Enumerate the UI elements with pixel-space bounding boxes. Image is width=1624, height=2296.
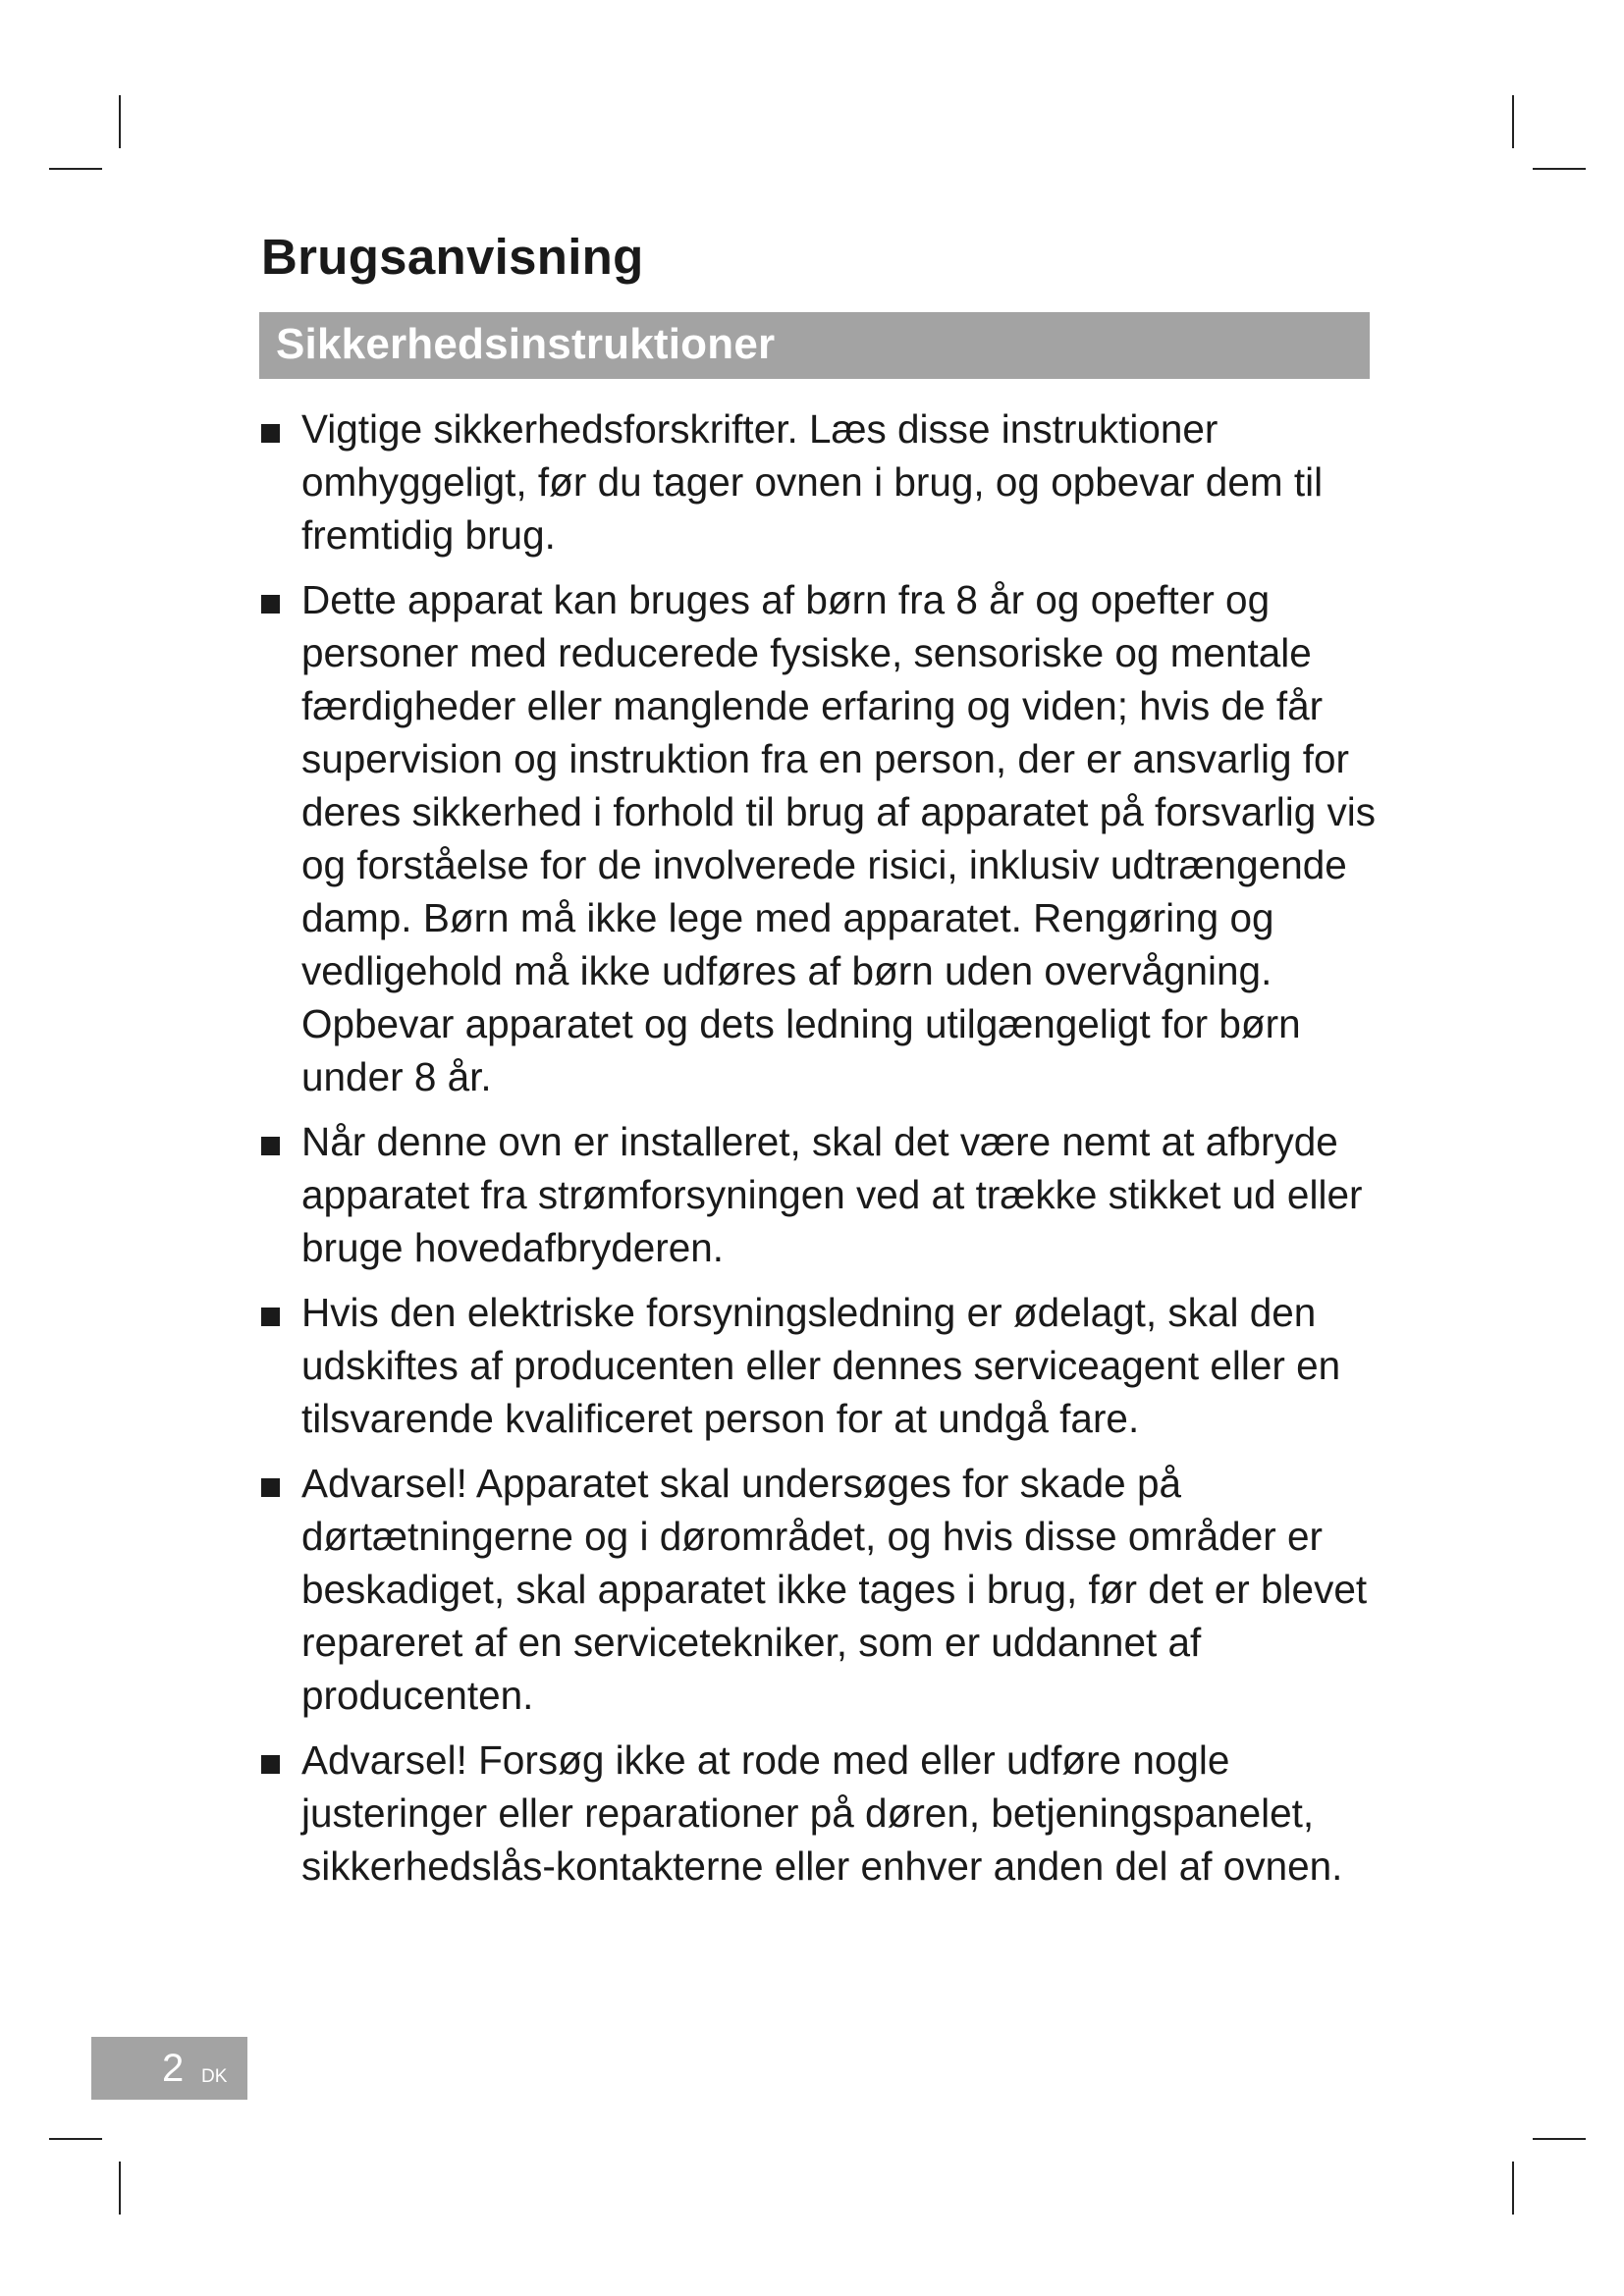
square-bullet-icon [261, 1308, 280, 1326]
section-title: Sikkerhedsinstruktioner [276, 320, 776, 368]
language-code: DK [201, 2066, 228, 2087]
crop-mark-bottom-right-horizontal [1533, 2138, 1586, 2140]
page-number: 2 [162, 2047, 185, 2090]
instruction-item [257, 402, 1386, 561]
instruction-text: Advarsel! Forsøg ikke at rode med eller udføre nogle justeringer eller reparationer på døren, betjeningspanelet, sikkerhedslås-kontakterne eller enhver anden del af ovnen. [301, 1737, 1343, 1889]
square-bullet-icon [261, 1755, 280, 1774]
square-bullet-icon [261, 595, 280, 614]
instruction-text: Advarsel! Apparatet skal undersøges for skade på dørtætningerne og i dørområdet, og hvis disse områder er beskadiget, skal apparatet ikke tages i brug, før det er blevet repareret af en servicetekniker, som er uddannet af producenten. [301, 1461, 1368, 1718]
safety-instructions-list [257, 402, 1386, 1904]
crop-mark-bottom-right-vertical [1512, 2162, 1514, 2215]
page-number-badge [91, 2037, 247, 2100]
crop-mark-top-right-horizontal [1533, 168, 1586, 170]
crop-mark-bottom-left-horizontal [49, 2138, 102, 2140]
instruction-item [257, 1734, 1386, 1893]
instruction-text: Når denne ovn er installeret, skal det være nemt at afbryde apparatet fra strømforsyningen ved at trække stikket ud eller bruge hovedafbryderen. [301, 1119, 1363, 1270]
instruction-item [257, 1286, 1386, 1445]
instruction-item [257, 1457, 1386, 1722]
instruction-text: Dette apparat kan bruges af børn fra 8 år og opefter og personer med reducerede fysiske, sensoriske og mentale færdigheder eller manglende erfaring og viden; hvis de får supervision og instruktion fra en person, der er ansvarlig for deres sikkerhed i forhold til brug af apparatet på forsvarlig vis og forståelse for de involverede risici, inklusiv udtrængende damp. Børn må ikke lege med apparatet. Rengøring og vedligehold må ikke udføres af børn uden overvågning. Opbevar apparatet og dets ledning utilgængeligt for børn under 8 år. [301, 577, 1377, 1099]
instruction-item [257, 1115, 1386, 1274]
square-bullet-icon [261, 1478, 280, 1497]
instruction-text: Hvis den elektriske forsyningsledning er ødelagt, skal den udskiftes af producenten eller dennes serviceagent eller en tilsvarende kvalificeret person for at undgå fare. [301, 1290, 1341, 1441]
instruction-text: Vigtige sikkerhedsforskrifter. Læs disse instruktioner omhyggeligt, før du tager ovnen i brug, og opbevar dem til fremtidig brug. [301, 406, 1324, 558]
square-bullet-icon [261, 424, 280, 443]
section-header-bar [259, 312, 1370, 379]
page-title: Brugsanvisning [261, 229, 644, 285]
crop-mark-top-left-vertical [119, 95, 121, 148]
crop-mark-bottom-left-vertical [119, 2162, 121, 2215]
instruction-item [257, 573, 1386, 1103]
square-bullet-icon [261, 1137, 280, 1155]
crop-mark-top-right-vertical [1512, 95, 1514, 148]
crop-mark-top-left-horizontal [49, 168, 102, 170]
